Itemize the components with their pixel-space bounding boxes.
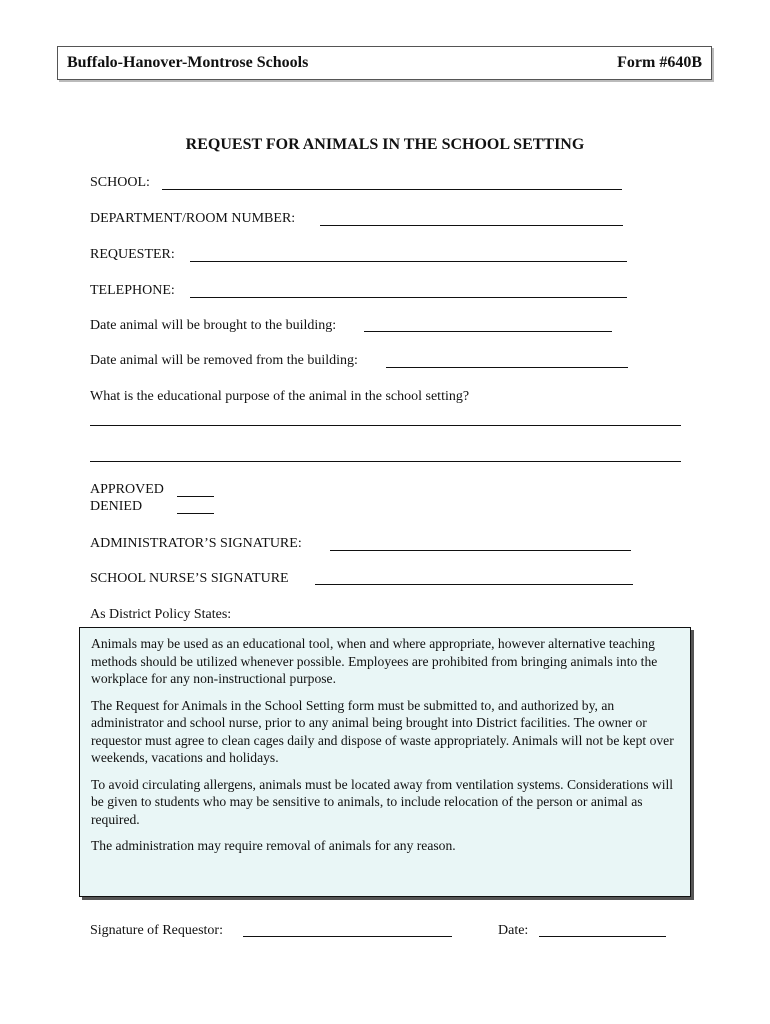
form-number: Form #640B (617, 54, 702, 71)
requester-label: REQUESTER: (90, 247, 175, 262)
denied-field[interactable] (177, 513, 214, 514)
department-label: DEPARTMENT/ROOM NUMBER: (90, 211, 296, 226)
date-removed-field[interactable] (386, 367, 628, 368)
school-label: SCHOOL: (90, 175, 150, 190)
policy-intro: As District Policy States: (90, 607, 232, 622)
denied-label: DENIED (90, 499, 143, 514)
administrator-signature-label: ADMINISTRATOR’S SIGNATURE: (90, 536, 302, 551)
telephone-label: TELEPHONE: (90, 283, 175, 298)
district-name: Buffalo-Hanover-Montrose Schools (67, 54, 309, 71)
date-field[interactable] (539, 936, 666, 937)
policy-paragraph: The administration may require removal of animals for any reason. (91, 838, 456, 853)
purpose-question: What is the educational purpose of the animal in the school setting? (90, 389, 470, 404)
requestor-signature-field[interactable] (243, 936, 452, 937)
requestor-signature-label: Signature of Requestor: (90, 923, 223, 938)
department-field[interactable] (320, 225, 623, 226)
policy-paragraph: The Request for Animals in the School Setting form must be submitted to, and authorized by, an administrator and school nurse, prior to any animal being brought into District facilities. The owner or requestor must agree to clean cages daily and dispose of waste appropriately. Animals will not be kept over weekends, vacations and holidays. (91, 697, 674, 765)
approved-label: APPROVED (90, 482, 164, 497)
purpose-field-line-1[interactable] (90, 425, 681, 426)
date-brought-field[interactable] (364, 331, 612, 332)
date-label: Date: (498, 923, 529, 938)
form-header (57, 46, 712, 80)
administrator-signature-field[interactable] (330, 550, 631, 551)
policy-paragraph: Animals may be used as an educational tool, when and where appropriate, however alternative teaching methods should be utilized whenever possible. Employees are prohibited from bringing animals into the workplace for any non-instructional purpose. (91, 636, 658, 686)
nurse-signature-label: SCHOOL NURSE’S SIGNATURE (90, 571, 289, 586)
form-title: REQUEST FOR ANIMALS IN THE SCHOOL SETTING (185, 136, 585, 153)
purpose-field-line-2[interactable] (90, 461, 681, 462)
date-brought-label: Date animal will be brought to the building: (90, 318, 337, 333)
policy-paragraph: To avoid circulating allergens, animals must be located away from ventilation systems. Considerations will be given to students who may be sensitive to animals, to include relocation of the person or animal as required. (91, 776, 674, 827)
date-removed-label: Date animal will be removed from the building: (90, 353, 358, 368)
requester-field[interactable] (190, 261, 627, 262)
telephone-field[interactable] (190, 297, 627, 298)
school-field[interactable] (162, 189, 622, 190)
approved-field[interactable] (177, 496, 214, 497)
nurse-signature-field[interactable] (315, 584, 633, 585)
policy-box (79, 627, 691, 897)
